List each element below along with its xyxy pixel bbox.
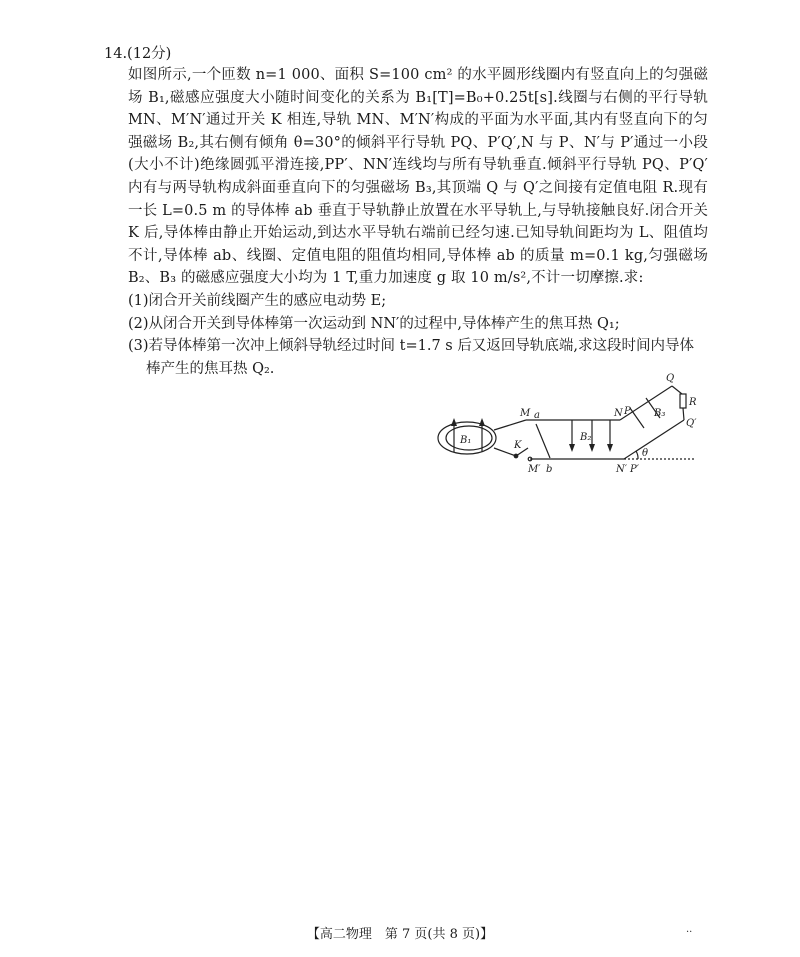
switch-pivot bbox=[514, 454, 518, 458]
b1-arrowhead bbox=[451, 418, 457, 426]
question-body bbox=[128, 64, 708, 380]
sub-question-3: (3)若导体棒第一次冲上倾斜导轨经过时间 t=1.7 s 后又返回导轨底端,求这段时间内导体 bbox=[128, 338, 694, 355]
b2-arrowhead bbox=[589, 444, 595, 452]
label-a: a bbox=[534, 410, 540, 421]
circuit-diagram bbox=[432, 368, 702, 478]
label-n: N bbox=[614, 408, 623, 419]
page-footer: 【高二物理 第 7 页(共 8 页)】 bbox=[306, 927, 494, 942]
question-stem: 如图所示,一个匝数 n=1 000、面积 S=100 cm² 的水平圆形线圈内有竖直向上的匀强磁场 B₁,磁感应强度大小随时间变化的关系为 B₁[T]=B₀+0.25t[s].线圈与右侧的平行导轨 MN、M′N′通过开关 K 相连,导轨 MN、M′N′构成的平面为水平面,其内有竖直向下的匀强磁场 B₂,其右侧有倾角 θ=30°的倾斜平行导轨 PQ、P′Q′,N 与 P、N′与 P′通过一小段(大小不计)绝缘圆弧平滑连接,PP′、NN′连线均与所有导轨垂直.倾斜平行导轨 PQ、P′Q′内有与两导轨构成斜面垂直向下的匀强磁场 B₃,其顶端 Q 与 Q′之间接有定值电阻 R.现有一长 L=0.5 m 的导体棒 ab 垂直于导轨静止放置在水平导轨上,与导轨接触良好.闭合开关 K 后,导体棒由静止开始运动,到达水平导轨右端前已经匀速.已知导轨间距均为 L、阻值均不计,导体棒 ab、线圈、定值电阻的阻值均相同,导体棒 ab 的质量 m=0.1 kg,匀强磁场 B₂、B₃ 的磁感应强度大小均为 1 T,重力加速度 g 取 10 m/s²,不计一切摩擦.求: bbox=[128, 67, 708, 287]
label-b1: B₁ bbox=[460, 435, 472, 446]
label-q: Q bbox=[666, 373, 675, 384]
b3-field-arrow bbox=[630, 408, 644, 428]
label-m-prime: M′ bbox=[528, 464, 541, 475]
b2-arrowhead bbox=[607, 444, 613, 452]
label-b2: B₂ bbox=[580, 432, 592, 443]
wire-bottom bbox=[494, 448, 516, 456]
label-theta: θ bbox=[642, 448, 649, 459]
rail-p-prime-q-prime bbox=[624, 420, 684, 459]
sub-question-2: (2)从闭合开关到导体棒第一次运动到 NN′的过程中,导体棒产生的焦耳热 Q₁; bbox=[128, 315, 620, 332]
b1-arrowhead bbox=[479, 418, 485, 426]
end-link-q-prime bbox=[683, 408, 684, 420]
label-m: M bbox=[520, 408, 531, 419]
label-p: P bbox=[624, 406, 631, 417]
b2-arrowhead bbox=[569, 444, 575, 452]
question-number-score: 14.(12分) bbox=[104, 46, 172, 62]
label-k: K bbox=[514, 440, 522, 451]
end-link-q bbox=[672, 386, 682, 394]
label-q-prime: Q′ bbox=[686, 418, 697, 429]
label-b: b bbox=[546, 464, 553, 475]
wire-top bbox=[494, 420, 526, 430]
theta-arc bbox=[636, 451, 638, 459]
label-b3: B₃ bbox=[654, 408, 666, 419]
conductor-ab bbox=[536, 424, 550, 458]
label-r: R bbox=[689, 397, 697, 408]
resistor-r bbox=[680, 394, 686, 408]
sub-question-1: (1)闭合开关前线圈产生的感应电动势 E; bbox=[128, 292, 387, 309]
corner-mark: ·· bbox=[686, 927, 693, 938]
label-n-prime: N′ bbox=[616, 464, 628, 475]
label-p-prime: P′ bbox=[630, 464, 639, 475]
sub-question-3-continued: 棒产生的焦耳热 Q₂. bbox=[146, 360, 275, 377]
